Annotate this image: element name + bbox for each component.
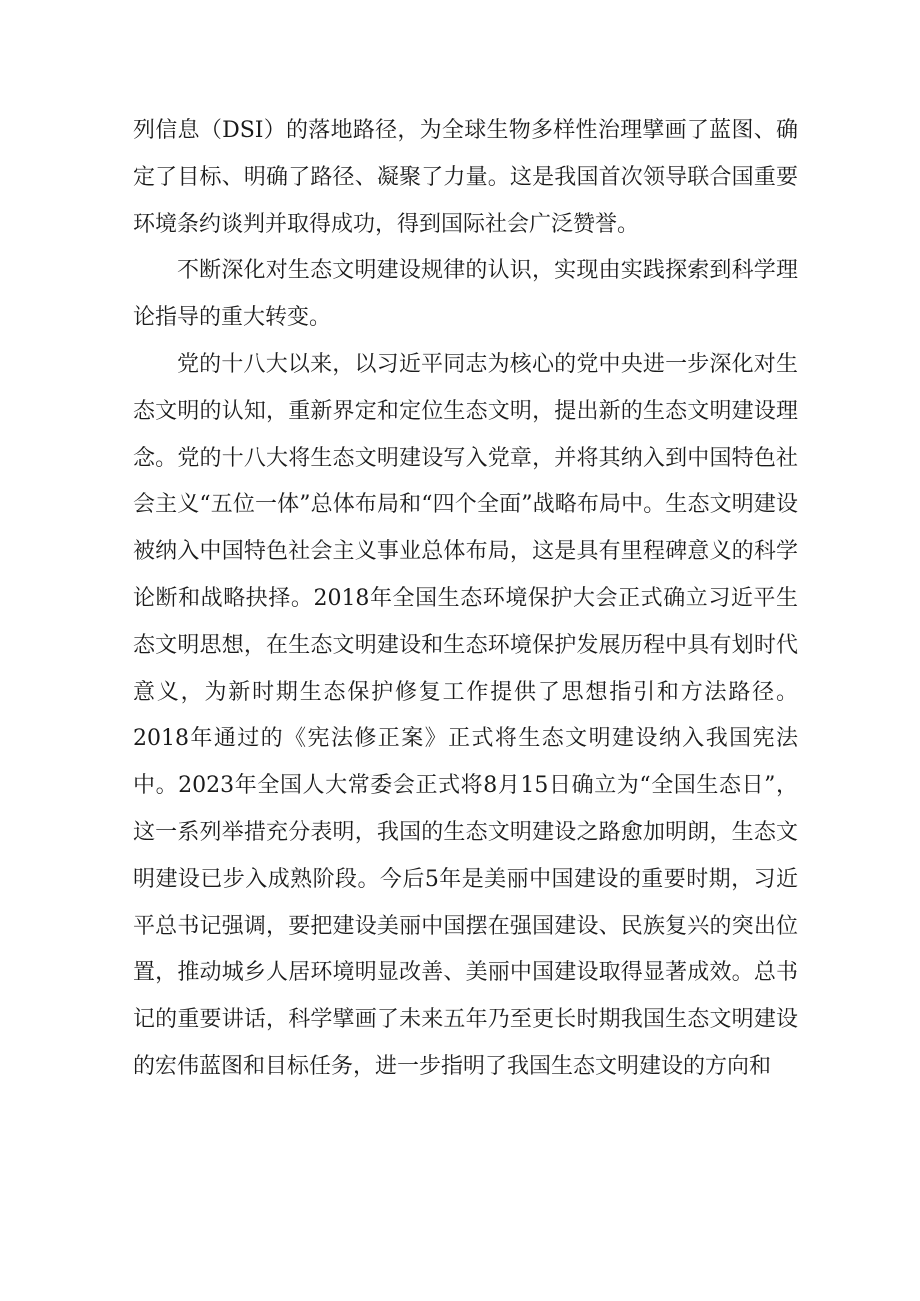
paragraph-main: 党的十八大以来，以习近平同志为核心的党中央进一步深化对生态文明的认知，重新界定和定位生态文明，提出新的生态文明建设理念。党的十八大将生态文明建设写入党章，并将其纳入到中国特色社会主义“五位一体”总体布局和“四个全面”战略布局中。生态文明建设被纳入中国特色社会主义事业总体布局，这是具有里程碑意义的科学论断和战略抉择。2018年全国生态环境保护大会正式确立习近平生态文明思想，在生态文明建设和生态环境保护发展历程中具有划时代意义，为新时期生态保护修复工作提供了思想指引和方法路径。2018年通过的《宪法修正案》正式将生态文明建设纳入我国宪法中。2023年全国人大常委会正式将8月15日确立为“全国生态日”，这一系列举措充分表明，我国的生态文明建设之路愈加明朗，生态文明建设已步入成熟阶段。今后5年是美丽中国建设的重要时期，习近平总书记强调，要把建设美丽中国摆在强国建设、民族复兴的突出位置，推动城乡人居环境明显改善、美丽中国建设取得显著成效。总书记的重要讲话，科学擘画了未来五年乃至更长时期我国生态文明建设的宏伟蓝图和目标任务，进一步指明了我国生态文明建设的方向和 xyxy=(133,351,798,1079)
paragraph-heading-statement: 不断深化对生态文明建设规律的认识，实现由实践探索到科学理论指导的重大转变。 xyxy=(133,258,798,331)
body-text xyxy=(133,108,798,1091)
paragraph-continuation: 列信息（DSI）的落地路径，为全球生物多样性治理擘画了蓝图、确定了目标、明确了路径、凝聚了力量。这是我国首次领导联合国重要环境条约谈判并取得成功，得到国际社会广泛赞誉。 xyxy=(133,118,798,237)
